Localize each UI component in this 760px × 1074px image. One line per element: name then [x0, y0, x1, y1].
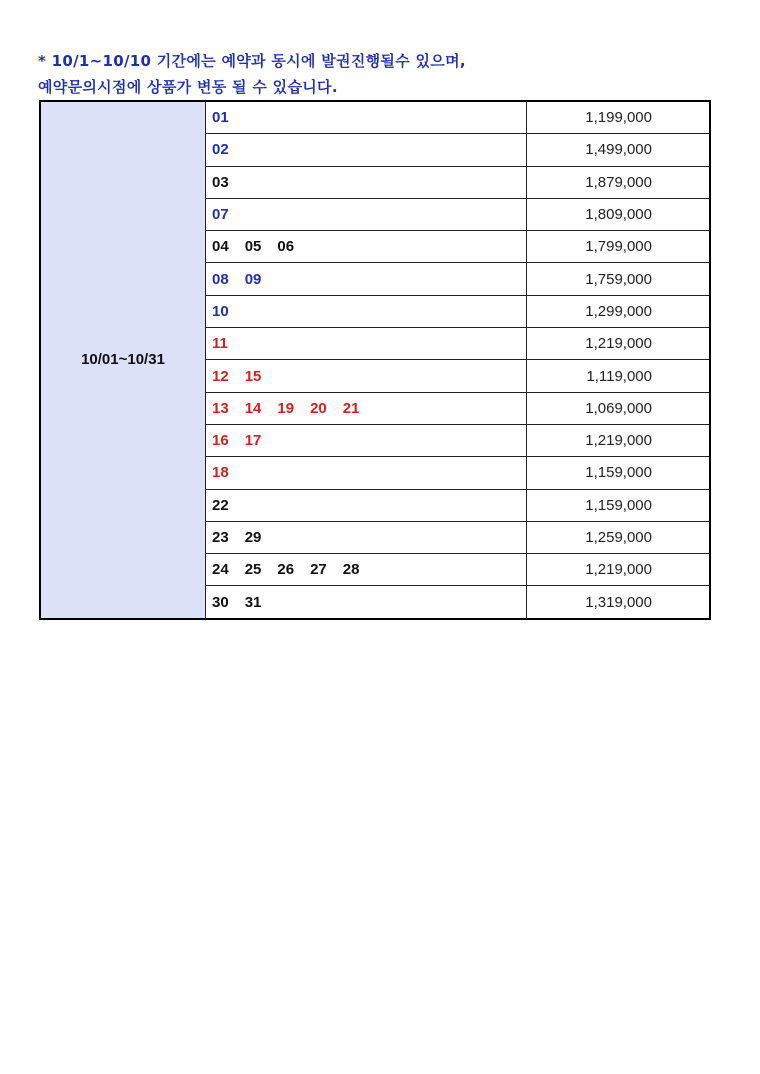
date-label: 01 [212, 109, 229, 127]
date-label: 23 [212, 529, 229, 546]
date-label: 08 [212, 270, 229, 288]
price-cell: 1,809,000 [527, 198, 711, 230]
price-cell: 1,879,000 [527, 166, 711, 198]
date-label: 19 [277, 399, 295, 417]
date-label: 25 [244, 561, 262, 579]
date-label: 12 [212, 367, 229, 385]
booking-notice [38, 48, 466, 100]
date-label: 31 [244, 593, 262, 611]
price-cell: 1,219,000 [527, 424, 711, 456]
price-cell: 1,799,000 [527, 231, 711, 263]
price-cell: 1,199,000 [527, 101, 711, 134]
date-label: 20 [310, 399, 327, 417]
price-cell: 1,499,000 [527, 134, 711, 166]
dates-cell [206, 392, 527, 424]
dates-cell [206, 521, 527, 553]
dates-cell [206, 360, 527, 392]
date-label: 26 [277, 561, 295, 579]
price-cell: 1,759,000 [527, 263, 711, 295]
dates-cell [206, 554, 527, 586]
date-label: 07 [212, 206, 229, 224]
price-cell: 1,119,000 [527, 360, 711, 392]
date-label: 15 [244, 367, 262, 385]
date-label: 29 [244, 529, 262, 546]
date-label: 21 [342, 399, 360, 417]
dates-cell [206, 166, 527, 198]
dates-cell [206, 263, 527, 295]
price-cell: 1,159,000 [527, 457, 711, 489]
date-label: 03 [212, 173, 229, 191]
date-label: 10 [212, 302, 229, 320]
date-label: 27 [310, 561, 327, 579]
period-cell: 10/01~10/31 [40, 101, 206, 619]
date-label: 04 [212, 238, 229, 256]
dates-cell [206, 457, 527, 489]
price-cell: 1,069,000 [527, 392, 711, 424]
dates-cell [206, 328, 527, 360]
date-label: 30 [212, 593, 229, 611]
date-label: 18 [212, 464, 229, 482]
dates-cell [206, 101, 527, 134]
date-label: 22 [212, 496, 229, 514]
dates-cell [206, 231, 527, 263]
notice-line-2: 예약문의시점에 상품가 변동 될 수 있습니다. [38, 78, 338, 96]
date-label: 09 [244, 270, 262, 288]
date-label: 02 [212, 141, 229, 159]
fare-table [39, 100, 711, 620]
price-cell: 1,259,000 [527, 521, 711, 553]
date-label: 05 [244, 238, 262, 256]
date-label: 14 [244, 399, 262, 417]
dates-cell [206, 134, 527, 166]
date-label: 17 [244, 432, 262, 450]
dates-cell [206, 424, 527, 456]
price-cell: 1,159,000 [527, 489, 711, 521]
date-label: 06 [277, 238, 295, 256]
date-label: 13 [212, 399, 229, 417]
fare-table-body [40, 101, 710, 619]
price-cell: 1,319,000 [527, 586, 711, 619]
dates-cell [206, 295, 527, 327]
price-cell: 1,299,000 [527, 295, 711, 327]
dates-cell [206, 586, 527, 619]
date-label: 28 [342, 561, 360, 579]
date-label: 24 [212, 561, 229, 579]
fare-row [40, 101, 710, 134]
price-cell: 1,219,000 [527, 328, 711, 360]
dates-cell [206, 198, 527, 230]
date-label: 11 [212, 335, 228, 353]
notice-line-1: * 10/1~10/10 기간에는 예약과 동시에 발권진행될수 있으며, [38, 52, 466, 70]
price-cell: 1,219,000 [527, 554, 711, 586]
dates-cell [206, 489, 527, 521]
date-label: 16 [212, 432, 229, 450]
